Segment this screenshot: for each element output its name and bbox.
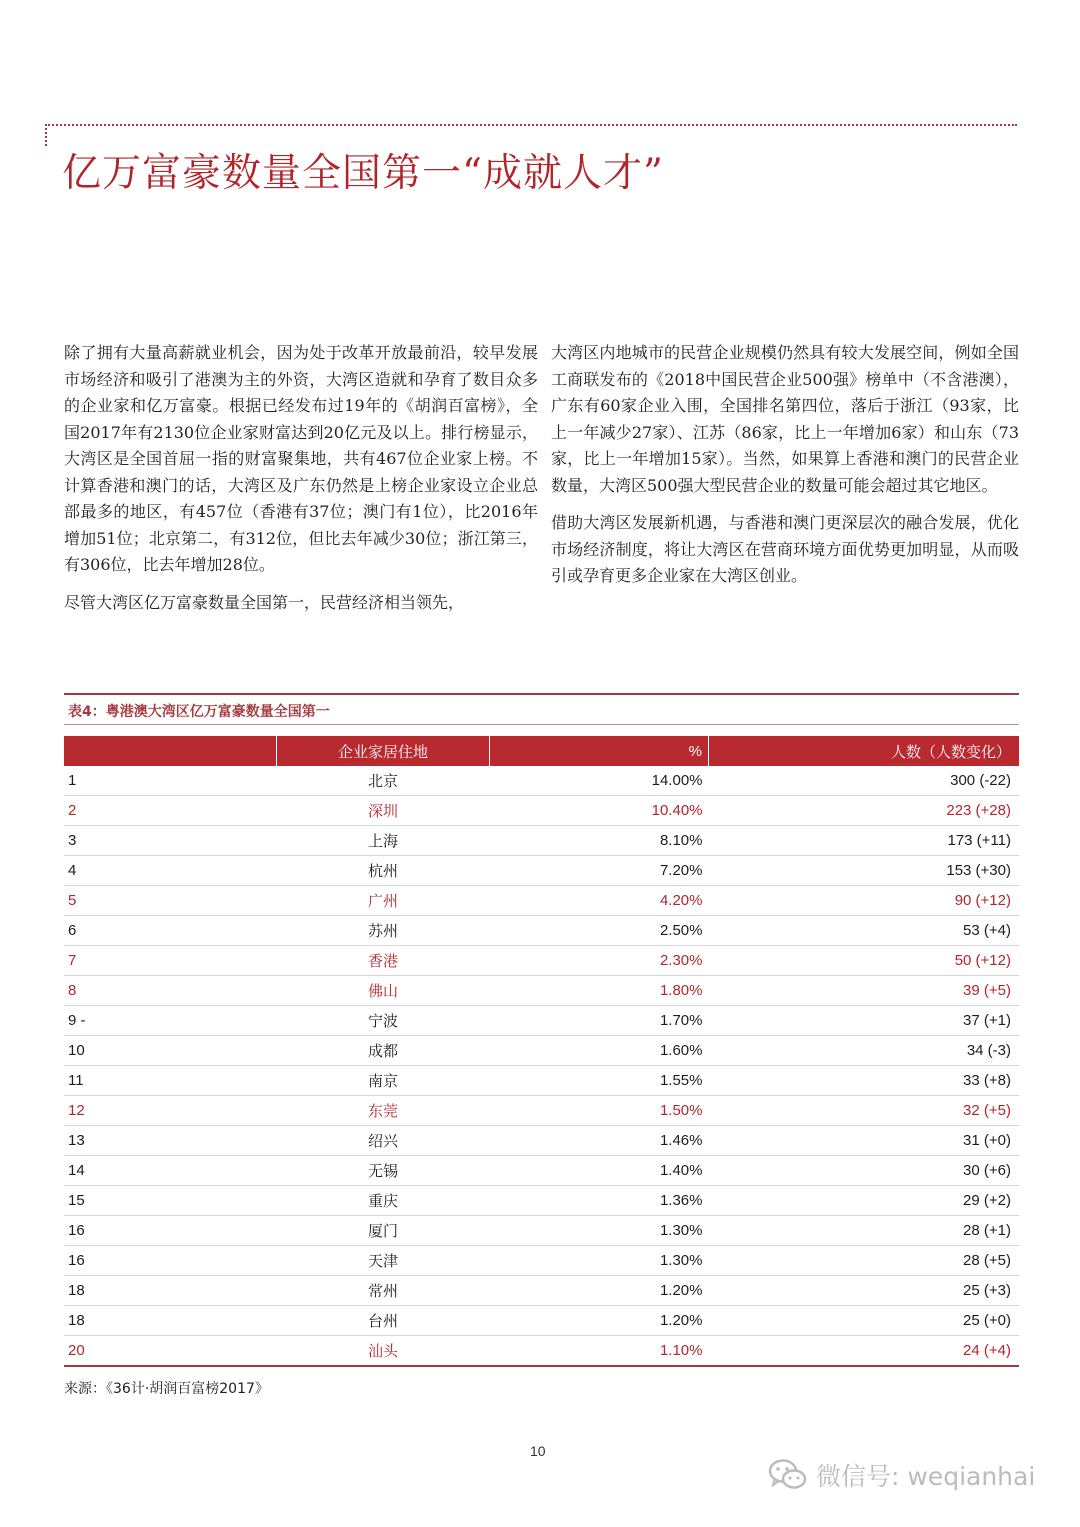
cell-percent: 8.10%	[490, 826, 709, 856]
cell-rank: 11	[64, 1066, 277, 1096]
cell-people: 53 (+4)	[709, 916, 1020, 946]
cell-rank: 20	[64, 1336, 277, 1367]
cell-people: 223 (+28)	[709, 796, 1020, 826]
cell-percent: 1.46%	[490, 1126, 709, 1156]
table-caption: 表4：粤港澳大湾区亿万富豪数量全国第一	[68, 704, 330, 720]
cell-city: 苏州	[277, 916, 490, 946]
table-row	[64, 1246, 1019, 1276]
cell-city: 宁波	[277, 1006, 490, 1036]
table-row	[64, 796, 1019, 826]
cell-percent: 7.20%	[490, 856, 709, 886]
cell-percent: 1.60%	[490, 1036, 709, 1066]
table-row	[64, 1096, 1019, 1126]
cell-city: 杭州	[277, 856, 490, 886]
cell-rank: 5	[64, 886, 277, 916]
table-caption-rule	[64, 724, 1019, 725]
cell-city: 汕头	[277, 1336, 490, 1367]
cell-percent: 1.30%	[490, 1216, 709, 1246]
cell-people: 34 (-3)	[709, 1036, 1020, 1066]
cell-percent: 2.30%	[490, 946, 709, 976]
table-row	[64, 886, 1019, 916]
paragraph: 大湾区内地城市的民营企业规模仍然具有较大发展空间，例如全国工商联发布的《2018中国民营企业500强》榜单中（不含港澳），广东有60家企业入围，全国排名第四位，落后于浙江（93家，比上一年减少27家）、江苏（86家，比上一年增加6家）和山东（73家，比上一年增加15家）。当然，如果算上香港和澳门的民营企业数量，大湾区500强大型民营企业的数量可能会超过其它地区。	[551, 343, 1019, 495]
cell-city: 绍兴	[277, 1126, 490, 1156]
table-row	[64, 1156, 1019, 1186]
cell-percent: 1.20%	[490, 1276, 709, 1306]
table-row	[64, 1036, 1019, 1066]
cell-rank: 4	[64, 856, 277, 886]
cell-city: 东莞	[277, 1096, 490, 1126]
top-dotted-rule	[45, 124, 1017, 126]
cell-city: 南京	[277, 1066, 490, 1096]
page-number: 10	[530, 1443, 546, 1459]
table-row	[64, 946, 1019, 976]
cell-people: 33 (+8)	[709, 1066, 1020, 1096]
cell-percent: 2.50%	[490, 916, 709, 946]
cell-people: 39 (+5)	[709, 976, 1020, 1006]
cell-percent: 4.20%	[490, 886, 709, 916]
cell-city: 重庆	[277, 1186, 490, 1216]
table-row	[64, 1006, 1019, 1036]
cell-city: 北京	[277, 766, 490, 796]
body-column-right	[551, 340, 1019, 601]
header-rank	[64, 736, 277, 766]
cell-city: 无锡	[277, 1156, 490, 1186]
table-row	[64, 856, 1019, 886]
table-row	[64, 1336, 1019, 1367]
cell-percent: 1.55%	[490, 1066, 709, 1096]
cell-city: 佛山	[277, 976, 490, 1006]
cell-rank: 9 -	[64, 1006, 277, 1036]
cell-city: 天津	[277, 1246, 490, 1276]
cell-people: 90 (+12)	[709, 886, 1020, 916]
cell-people: 32 (+5)	[709, 1096, 1020, 1126]
table-row	[64, 916, 1019, 946]
cell-percent: 1.30%	[490, 1246, 709, 1276]
cell-rank: 18	[64, 1276, 277, 1306]
table-row	[64, 1066, 1019, 1096]
header-percent: %	[490, 736, 709, 766]
header-people: 人数（人数变化）	[709, 736, 1020, 766]
table-row	[64, 976, 1019, 1006]
cell-city: 厦门	[277, 1216, 490, 1246]
cell-rank: 16	[64, 1216, 277, 1246]
cell-percent: 1.40%	[490, 1156, 709, 1186]
wechat-icon	[768, 1458, 808, 1492]
cell-people: 173 (+11)	[709, 826, 1020, 856]
table-source: 来源：《36计·胡润百富榜2017》	[64, 1381, 269, 1397]
table-header-row	[64, 736, 1019, 766]
cell-rank: 2	[64, 796, 277, 826]
cell-rank: 14	[64, 1156, 277, 1186]
cell-rank: 16	[64, 1246, 277, 1276]
page-title: 亿万富豪数量全国第一“成就人才”	[62, 151, 664, 196]
cell-people: 31 (+0)	[709, 1126, 1020, 1156]
cell-rank: 10	[64, 1036, 277, 1066]
table-row	[64, 1306, 1019, 1336]
watermark-text: 微信号: weqianhai	[816, 1462, 1036, 1491]
cell-city: 深圳	[277, 796, 490, 826]
body-column-left	[64, 340, 538, 627]
paragraph: 除了拥有大量高薪就业机会，因为处于改革开放最前沿，较早发展市场经济和吸引了港澳为主的外资，大湾区造就和孕育了数目众多的企业家和亿万富豪。根据已经发布过19年的《胡润百富榜》，全国2017年有2130位企业家财富达到20亿元及以上。排行榜显示，大湾区是全国首屈一指的财富聚集地，共有467位企业家上榜。不计算香港和澳门的话，大湾区及广东仍然是上榜企业家设立企业总部最多的地区，有457位（香港有37位；澳门有1位），比2016年增加51位；北京第二，有312位，但比去年减少30位；浙江第三，有306位，比去年增加28位。	[64, 343, 538, 574]
cell-percent: 1.70%	[490, 1006, 709, 1036]
table-row	[64, 766, 1019, 796]
table-top-rule	[64, 693, 1019, 695]
cell-city: 上海	[277, 826, 490, 856]
cell-rank: 12	[64, 1096, 277, 1126]
cell-percent: 1.50%	[490, 1096, 709, 1126]
billionaire-table	[64, 736, 1019, 1367]
cell-percent: 10.40%	[490, 796, 709, 826]
paragraph: 尽管大湾区亿万富豪数量全国第一，民营经济相当领先，	[64, 592, 465, 612]
top-dotted-rule-tick	[45, 124, 47, 146]
cell-percent: 1.10%	[490, 1336, 709, 1367]
table-row	[64, 1126, 1019, 1156]
cell-city: 香港	[277, 946, 490, 976]
cell-rank: 8	[64, 976, 277, 1006]
cell-city: 常州	[277, 1276, 490, 1306]
cell-percent: 1.20%	[490, 1306, 709, 1336]
table-row	[64, 1216, 1019, 1246]
cell-people: 300 (-22)	[709, 766, 1020, 796]
cell-city: 台州	[277, 1306, 490, 1336]
cell-rank: 6	[64, 916, 277, 946]
wechat-watermark	[768, 1455, 1035, 1495]
cell-city: 成都	[277, 1036, 490, 1066]
cell-people: 50 (+12)	[709, 946, 1020, 976]
cell-people: 29 (+2)	[709, 1186, 1020, 1216]
cell-rank: 3	[64, 826, 277, 856]
cell-rank: 1	[64, 766, 277, 796]
table-row	[64, 1186, 1019, 1216]
cell-rank: 13	[64, 1126, 277, 1156]
cell-percent: 14.00%	[490, 766, 709, 796]
cell-city: 广州	[277, 886, 490, 916]
paragraph: 借助大湾区发展新机遇，与香港和澳门更深层次的融合发展，优化市场经济制度，将让大湾区在营商环境方面优势更加明显，从而吸引或孕育更多企业家在大湾区创业。	[551, 513, 1019, 585]
cell-people: 28 (+5)	[709, 1246, 1020, 1276]
table-row	[64, 1276, 1019, 1306]
header-city: 企业家居住地	[277, 736, 490, 766]
cell-rank: 15	[64, 1186, 277, 1216]
cell-people: 153 (+30)	[709, 856, 1020, 886]
cell-percent: 1.80%	[490, 976, 709, 1006]
cell-people: 25 (+3)	[709, 1276, 1020, 1306]
cell-people: 25 (+0)	[709, 1306, 1020, 1336]
cell-rank: 18	[64, 1306, 277, 1336]
table-row	[64, 826, 1019, 856]
cell-people: 28 (+1)	[709, 1216, 1020, 1246]
table-body	[64, 766, 1019, 1366]
cell-people: 24 (+4)	[709, 1336, 1020, 1367]
cell-rank: 7	[64, 946, 277, 976]
cell-percent: 1.36%	[490, 1186, 709, 1216]
cell-people: 37 (+1)	[709, 1006, 1020, 1036]
cell-people: 30 (+6)	[709, 1156, 1020, 1186]
